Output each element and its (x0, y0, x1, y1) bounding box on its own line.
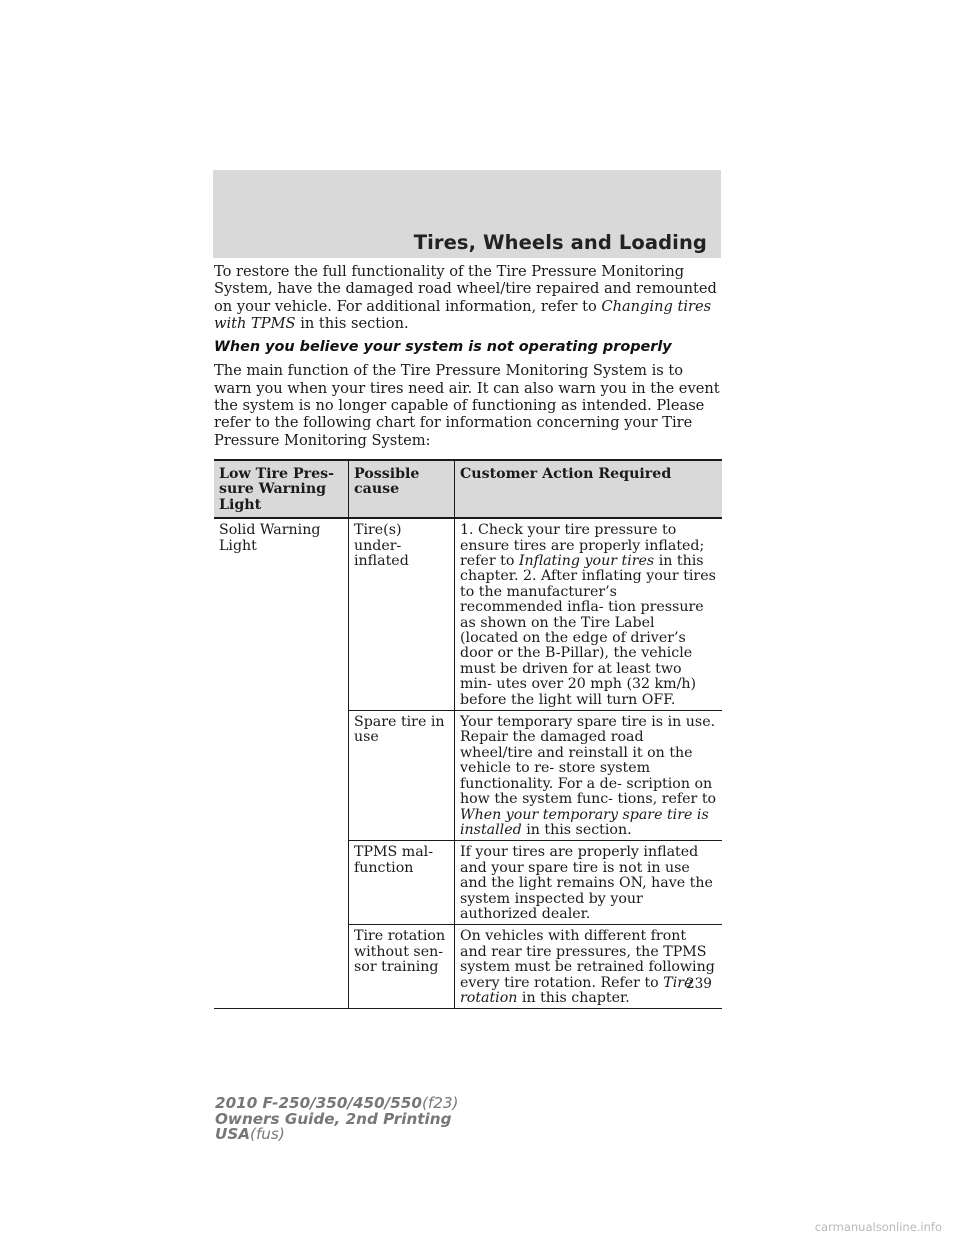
footer-line-3 (215, 1127, 458, 1143)
cause-cell: Tire(s) under- inflated (349, 518, 455, 710)
description-paragraph: The main function of the Tire Pressure Monitoring System is to warn you when your tires need air. It can also warn you in the event the system is no longer capable of functioning as intended. Please refer to the following chart for information concerning your Tire Pressure Monitoring System: (214, 362, 720, 449)
action-text: Your temporary spare tire is in use. Repair the damaged road wheel/tire and reinstall it on the vehicle to re- store system functionality. For a de- scription on how the system func- tions, refer to (460, 714, 717, 808)
footer-model: 2010 F-250/350/450/550 (215, 1094, 422, 1112)
section-title: Tires, Wheels and Loading (413, 231, 707, 254)
intro-text-end: in this section. (300, 314, 409, 332)
action-text-end: in this section. (526, 821, 632, 838)
cause-cell: TPMS mal- function (349, 841, 455, 925)
action-text-end: in this chapter. (521, 989, 630, 1006)
watermark: carmanualsonline.info (814, 1220, 942, 1234)
action-text: If your tires are properly inflated and your spare tire is not in use and the light remains ON, have the system inspected by your authorized dealer. (460, 844, 713, 922)
footer-line-2: Owners Guide, 2nd Printing (215, 1109, 452, 1128)
intro-paragraph (214, 263, 722, 332)
cross-reference-spare-tire: When your temporary spare tire is installed (460, 806, 709, 838)
section-header-band (213, 170, 721, 258)
footer-market-code: (fus) (250, 1125, 285, 1144)
header-customer-action: Customer Action Required (460, 465, 672, 482)
header-possible-cause: Possible cause (349, 460, 455, 518)
table-header-row (214, 460, 722, 518)
cross-reference-tire-rotation: Tire rotation (460, 974, 693, 1006)
action-cell (455, 518, 723, 710)
footer (215, 1096, 458, 1143)
cause-cell: Spare tire in use (349, 711, 455, 841)
action-cell (455, 925, 723, 1009)
action-text: On vehicles with different front and rear tire pressures, the TPMS system must be retrained following every tire rotation. Refer to (460, 928, 715, 991)
action-text: 1. Check your tire pressure to ensure tires are properly inflated; refer to (460, 522, 705, 569)
page-number: 239 (686, 976, 712, 992)
footer-model-code: (f23) (421, 1094, 459, 1112)
cross-reference-changing-tires: Changing tires with TPMS (214, 297, 712, 332)
action-text-end: in this chapter. 2. After inflating your tires to the manufacturer’s recommended infla- tion pressure as shown on the Tire Label (located on the edge of driver’s door or the B-Pillar), the vehicle must be driven for at least two min- utes over 20 mph (32 km/h) before the light will turn OFF. (460, 553, 716, 708)
page-content (214, 263, 722, 1009)
tpms-table (214, 459, 722, 1009)
cause-cell: Tire rotation without sen- sor training (349, 925, 455, 1009)
cross-reference-inflating: Inflating your tires (518, 553, 655, 569)
subheading: When you believe your system is not operating properly (214, 339, 672, 356)
action-cell (455, 841, 723, 925)
footer-market: USA (215, 1125, 251, 1144)
warning-light-cell: Solid Warning Light (214, 518, 349, 1009)
intro-text: To restore the full functionality of the Tire Pressure Monitoring System, have the damaged road wheel/tire repaired and remounted on your vehicle. For additional information, refer to (214, 263, 717, 315)
header-warning-light: Low Tire Pres- sure Warning Light (214, 460, 349, 518)
table-row (214, 518, 722, 710)
action-cell (455, 711, 723, 841)
